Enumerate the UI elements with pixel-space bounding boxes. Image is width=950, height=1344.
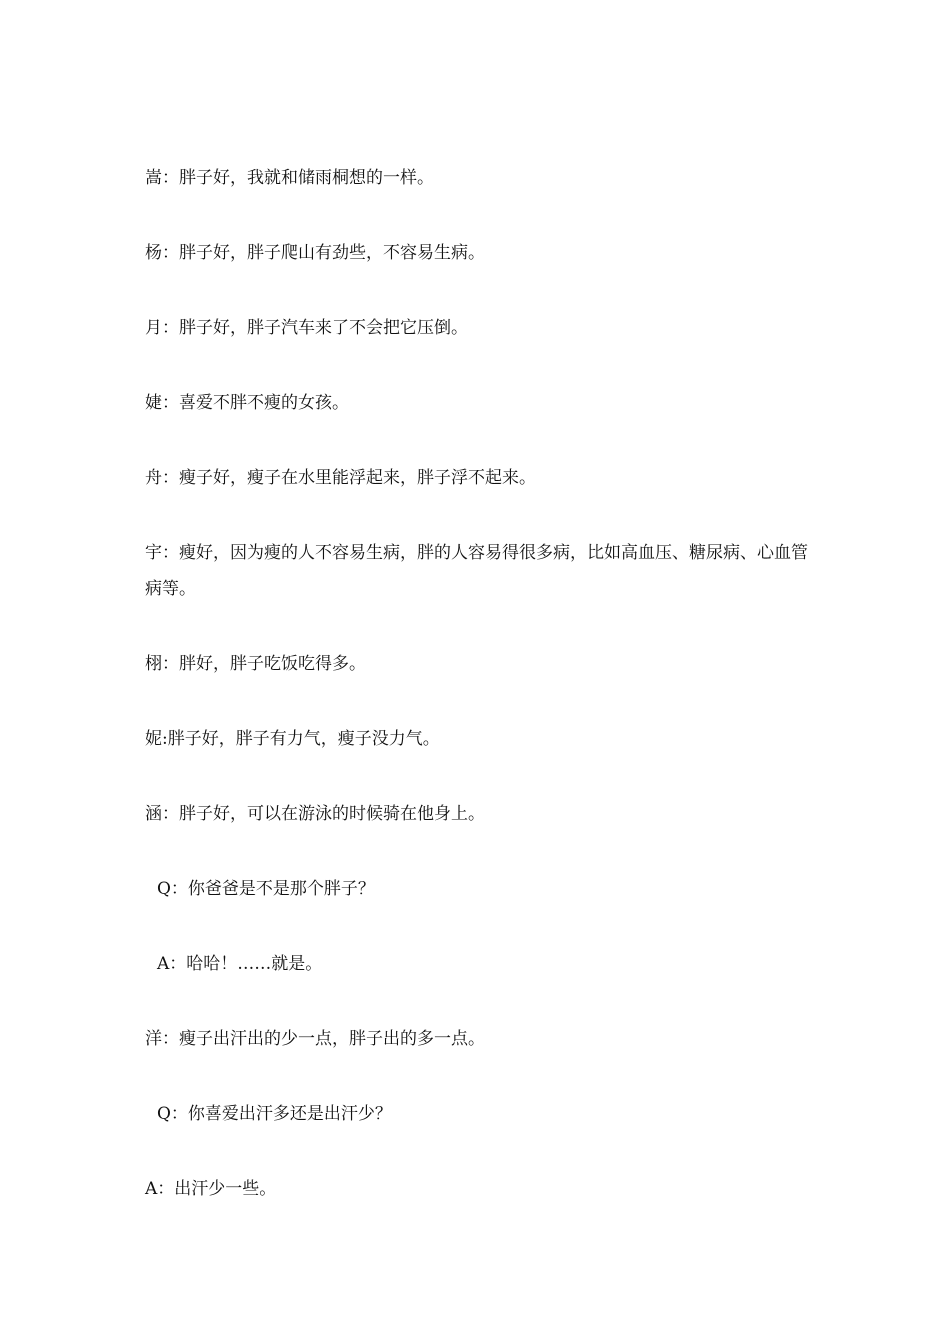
paragraph-jie: 婕：喜爱不胖不瘦的女孩。 (145, 393, 349, 413)
paragraph-yue: 月：胖子好，胖子汽车来了不会把它压倒。 (145, 318, 468, 338)
paragraph-han: 涵：胖子好，可以在游泳的时候骑在他身上。 (145, 804, 485, 824)
answer-1: A：哈哈！……就是。 (157, 954, 323, 974)
paragraph-song: 嵩：胖子好，我就和储雨桐想的一样。 (145, 168, 434, 188)
paragraph-ni: 妮:胖子好，胖子有力气，瘦子没力气。 (145, 729, 440, 749)
paragraph-xu: 栩：胖好，胖子吃饭吃得多。 (145, 654, 366, 674)
answer-2: A：出汗少一些。 (145, 1179, 277, 1199)
paragraph-yang2: 洋：瘦子出汗出的少一点，胖子出的多一点。 (145, 1029, 485, 1049)
question-1: Q：你爸爸是不是那个胖子？ (157, 879, 375, 899)
question-2: Q：你喜爱出汗多还是出汗少？ (157, 1104, 392, 1124)
paragraph-zhou: 舟：瘦子好，瘦子在水里能浮起来，胖子浮不起来。 (145, 468, 536, 488)
paragraph-yu: 宇：瘦好，因为瘦的人不容易生病，胖的人容易得很多病，比如高血压、糖尿病、心血管病等。 (145, 543, 808, 599)
paragraph-yang: 杨：胖子好，胖子爬山有劲些，不容易生病。 (145, 243, 485, 263)
document-body (145, 160, 810, 1246)
